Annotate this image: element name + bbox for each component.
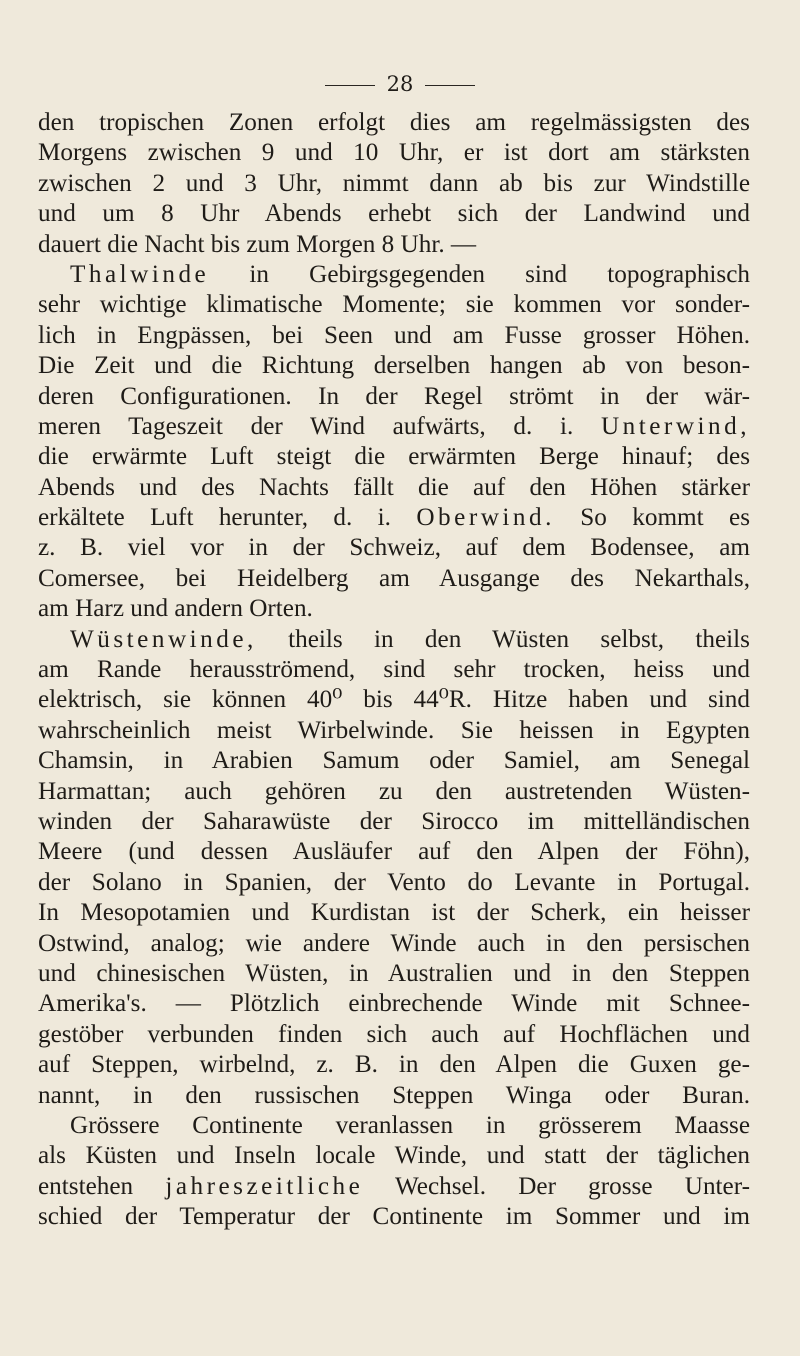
text-segment: dauert die Nacht bis zum Morgen 8 Uhr. — [38, 230, 477, 258]
text-line [38, 1050, 750, 1080]
text-line [38, 290, 750, 320]
text-line [38, 230, 750, 260]
text-line [38, 1202, 750, 1232]
text-segment: den tropischen Zonen erfolgt dies am regelmässigsten des [38, 109, 750, 136]
text-segment: Ostwind, analog; wie andere Winde auch in den persischen [38, 929, 750, 957]
text-line [38, 473, 750, 503]
text-line [38, 685, 750, 715]
text-segment: In Mesopotamien und Kurdistan ist der Scherk, ein heisser [38, 899, 750, 927]
page-header [0, 72, 800, 96]
text-line [38, 169, 750, 199]
text-line [38, 868, 750, 898]
text-line [38, 533, 750, 563]
text-segment: gestöber verbunden finden sich auch auf Hochflächen und [38, 1020, 750, 1048]
text-line [38, 108, 750, 138]
text-line [38, 959, 750, 989]
text-line [38, 503, 750, 533]
text-line [38, 1020, 750, 1050]
text-line [38, 1081, 750, 1111]
spaced-term: Wüstenwinde, [70, 625, 257, 653]
text-segment: z. B. viel vor in der Schweiz, auf dem Bodensee, am [38, 534, 750, 562]
text-line [38, 260, 750, 290]
text-segment: theils in den Wüsten selbst, theils [256, 625, 750, 653]
text-segment: am Harz und andern Orten. [38, 595, 313, 623]
text-segment: am Rande herausströmend, sind sehr trocken, heiss und [38, 656, 750, 684]
text-segment: entstehen [38, 1172, 166, 1200]
text-line [38, 625, 750, 655]
text-segment: nannt, in den russischen Steppen Winga oder Buran. [38, 1081, 750, 1109]
text-line [38, 594, 750, 624]
text-segment: und chinesischen Wüsten, in Australien und in den Steppen [38, 959, 750, 987]
text-segment: Morgens zwischen 9 und 10 Uhr, er ist dort am stärksten [38, 139, 750, 167]
text-segment: Amerika's. — Plötzlich einbrechende Winde mit Schnee- [38, 990, 750, 1018]
spaced-term: Oberwind. [416, 504, 555, 532]
text-segment: deren Configurationen. In der Regel strömt in der wär- [38, 382, 750, 410]
text-line [38, 564, 750, 594]
text-segment: als Küsten und Inseln locale Winde, und statt der täglichen [38, 1142, 750, 1170]
text-segment: Grössere Continente veranlassen in grösserem Maasse [70, 1111, 750, 1139]
text-line [38, 382, 750, 412]
header-rule-left [325, 85, 375, 86]
text-segment: Abends und des Nachts fällt die auf den Höhen stärker [38, 473, 750, 501]
spaced-term: jahreszeitliche [165, 1172, 364, 1200]
text-segment: Comersee, bei Heidelberg am Ausgange des Nekarthals, [38, 564, 750, 592]
text-segment: Die Zeit und die Richtung derselben hangen ab von beson- [38, 352, 750, 380]
text-segment: schied der Temperatur der Continente im Sommer und im [38, 1203, 750, 1231]
text-line [38, 199, 750, 229]
text-segment: elektrisch, sie können 40⁰ bis 44⁰R. Hitze haben und sind [38, 686, 750, 714]
spaced-term: Thalwinde [70, 260, 210, 288]
text-segment: Wechsel. Der grosse Unter- [363, 1172, 750, 1200]
text-line [38, 1141, 750, 1171]
text-segment: und um 8 Uhr Abends erhebt sich der Landwind und [38, 200, 750, 228]
text-line [38, 807, 750, 837]
spaced-term: Unterwind, [600, 412, 750, 440]
text-segment: lich in Engpässen, bei Seen und am Fusse grosser Höhen. [38, 321, 750, 349]
text-segment: sehr wichtige klimatische Momente; sie kommen vor sonder- [38, 291, 750, 319]
text-line [38, 929, 750, 959]
text-line [38, 442, 750, 472]
text-line [38, 777, 750, 807]
text-segment: in Gebirgsgegenden sind topographisch [209, 260, 750, 288]
text-line [38, 138, 750, 168]
text-segment: meren Tageszeit der Wind aufwärts, d. i. [38, 412, 601, 440]
text-line [38, 655, 750, 685]
text-line [38, 351, 750, 381]
text-line [38, 716, 750, 746]
text-segment: Meere (und dessen Ausläufer auf den Alpen der Föhn), [38, 838, 750, 866]
text-segment: die erwärmte Luft steigt die erwärmten Berge hinauf; des [38, 443, 750, 471]
text-segment: Chamsin, in Arabien Samum oder Samiel, am Senegal [38, 747, 750, 775]
text-line [38, 412, 750, 442]
header-rule-right [425, 85, 475, 86]
page-number: 28 [386, 72, 414, 96]
text-segment: Harmattan; auch gehören zu den austretenden Wüsten- [38, 777, 750, 805]
text-segment: zwischen 2 und 3 Uhr, nimmt dann ab bis zur Windstille [38, 169, 750, 197]
text-line [38, 1172, 750, 1202]
text-line [38, 989, 750, 1019]
text-line [38, 1111, 750, 1141]
text-line [38, 898, 750, 928]
text-segment: winden der Saharawüste der Sirocco im mittelländischen [38, 807, 750, 835]
text-segment: erkältete Luft herunter, d. i. [38, 504, 417, 532]
text-segment: auf Steppen, wirbelnd, z. B. in den Alpen die Guxen ge- [38, 1051, 750, 1079]
text-segment: der Solano in Spanien, der Vento do Levante in Portugal. [38, 868, 750, 896]
text-line [38, 746, 750, 776]
text-segment: wahrscheinlich meist Wirbelwinde. Sie heissen in Egypten [38, 716, 750, 744]
body-text [38, 108, 750, 1232]
text-line [38, 837, 750, 867]
text-segment: So kommt es [554, 504, 750, 532]
text-line [38, 321, 750, 351]
